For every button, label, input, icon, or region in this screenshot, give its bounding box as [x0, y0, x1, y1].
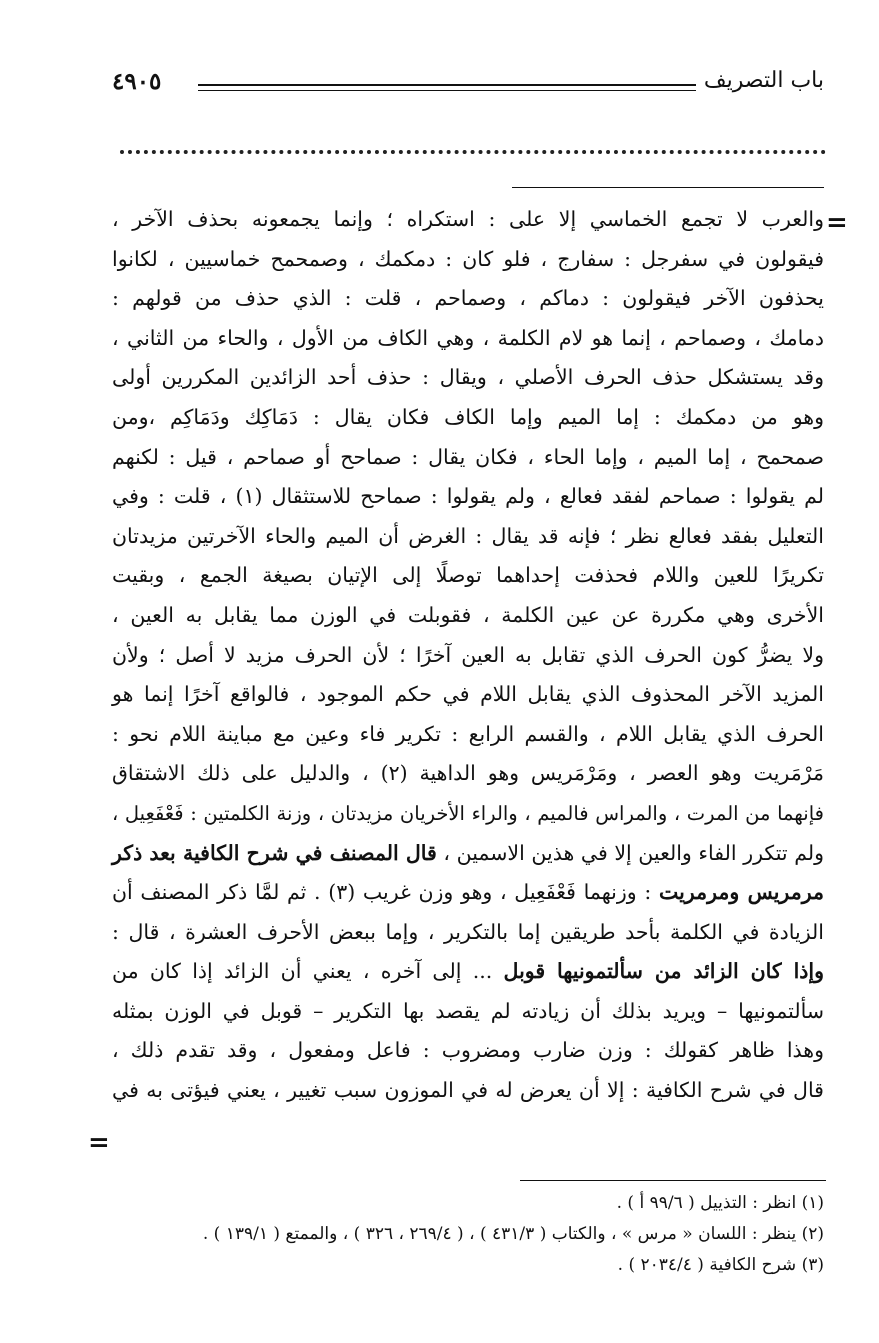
text-line: فيقولون في سفرجل : سفارج ، فلو كان : دمكمك ، وصمحمح خماسيين ، لكانوا [112, 246, 824, 271]
text-line: التعليل بفقد فعالع نظر ؛ فإنه قد يقال : الغرض أن الميم والحاء الآخرتين مزيدتان [112, 523, 824, 548]
text-line: الأخرى وهي مكررة عن عين الكلمة ، فقوبلت في الوزن مما يقابل به العين ، [112, 602, 824, 627]
bold-phrase: مرمريس ومرمريت [658, 880, 824, 905]
footnotes [112, 1188, 824, 1281]
continuation-mark-start: = [826, 208, 848, 238]
text-line: يحذفون الآخر فيقولون : دماكم ، وصماحم ، قلت : الذي حذف من قولهم : [112, 286, 824, 311]
section-rule [512, 187, 824, 188]
header-rule [198, 84, 696, 86]
text-line: المزيد الآخر المحذوف الذي يقابل اللام في حكم الموجود ، فالواقع آخرًا إنما هو [112, 682, 824, 707]
text-line: وقد يستشكل حذف الحرف الأصلي ، ويقال : حذف أحد الزائدين المكررين أولى [112, 365, 824, 390]
text-line: قال في شرح الكافية : إلا أن يعرض له في الموزون سبب تغيير ، يعني فيؤتى به في [112, 1078, 824, 1103]
page-header [112, 68, 824, 108]
text-line: ولم تتكرر الفاء والعين إلا في هذين الاسمين ، قال المصنف في شرح الكافية بعد ذكر [112, 840, 824, 865]
footnote-rule [520, 1180, 826, 1181]
continuation-mark-end: = [88, 1128, 110, 1158]
body-text [112, 200, 824, 1111]
text-line: مرمريس ومرمريت : وزنهما فَعْفَعِيل ، وهو وزن غريب (٣) . ثم لمَّا ذكر المصنف أن [112, 880, 824, 905]
text-line: الحرف الذي يقابل اللام ، والقسم الرابع : تكرير فاء وعين مع مباينة اللام نحو : [112, 721, 824, 746]
footnote-2: (٢) ينظر : اللسان « مرس » ، والكتاب ( ٤٣١/٣ ) ، ( ٢٦٩/٤ ، ٣٢٦ ) ، والممتع ( ١٣٩/١ ) . [202, 1224, 824, 1244]
page-number: ٤٩٠٥ [112, 68, 162, 95]
text-line: وهو من دمكمك : إما الميم وإما الكاف فكان يقال : دَمَاكِك ودَمَاكِم ،ومن [112, 404, 824, 429]
header-rule-thin [198, 90, 696, 91]
text-line: وإذا كان الزائد من سألتمونيها قوبل ... إلى آخره ، يعني أن الزائد إذا كان من [112, 959, 824, 984]
text-line: ولا يضرُّ كون الحرف الذي تقابل به العين آخرًا ؛ لأن الحرف مزيد لا أصل ؛ ولأن [112, 642, 824, 667]
bold-phrase: وإذا كان الزائد من سألتمونيها قوبل [503, 959, 824, 984]
text-line: مَرْمَريت وهو العصر ، ومَرْمَريس وهو الداهية (٢) ، والدليل على ذلك الاشتقاق [112, 761, 824, 786]
text-line: والعرب لا تجمع الخماسي إلا على : استكراه ؛ وإنما يجمعونه بحذف الآخر ، [112, 207, 824, 231]
text-line: سألتمونيها – ويريد بذلك أن زيادته لم يقصد بها التكرير – قوبل في الوزن بمثله [112, 998, 824, 1023]
text-line: وهذا ظاهر كقولك : وزن ضارب ومضروب : فاعل ومفعول ، وقد تقدم ذلك ، [112, 1038, 824, 1063]
footnote-3: (٣) شرح الكافية ( ٢٠٣٤/٤ ) . [617, 1255, 824, 1275]
footnote-1: (١) انظر : التذييل ( ٩٩/٦ أ ) . [616, 1193, 824, 1213]
text-line: فإنهما من المرت ، والمراس فالميم ، والراء الأخريان مزيدتان ، وزنة الكلمتين : فَعْفَعِيل ، [112, 801, 824, 825]
bold-phrase: قال المصنف في شرح الكافية بعد ذكر [112, 840, 437, 865]
chapter-title: باب التصريف [703, 68, 824, 93]
text-line: لم يقولوا : صماحم لفقد فعالع ، ولم يقولوا : صماحح للاستثقال (١) ، قلت : وفي [112, 484, 824, 509]
text-line: دمامك ، وصماحم ، إنما هو لام الكلمة ، وهي الكاف من الأول ، والحاء من الثاني ، [112, 325, 824, 350]
text-line: صمحمح ، إما الميم ، وإما الحاء ، فكان يقال : صماحح أو صماحم ، قيل : لكنهم [112, 444, 824, 469]
text-line: تكريرًا للعين واللام فحذفت إحداهما توصلًا إلى الإتيان بصيغة الجمع ، وبقيت [112, 563, 824, 588]
dotted-separator [120, 150, 826, 154]
text-line: الزيادة في الكلمة بأحد طريقين إما بالتكرير ، وإما ببعض الأحرف العشرة ، قال : [112, 919, 824, 944]
